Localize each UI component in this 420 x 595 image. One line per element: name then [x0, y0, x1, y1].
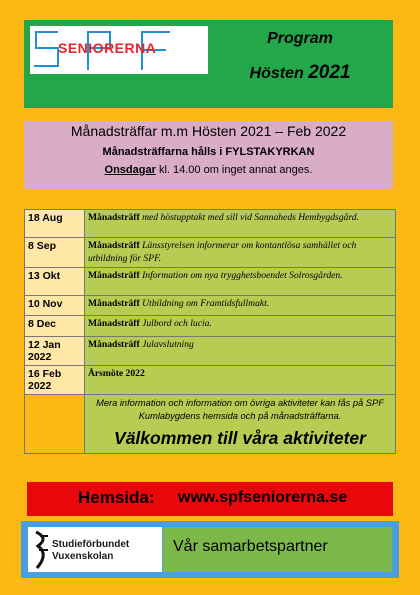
schedule-row — [25, 296, 396, 316]
logo-line-1: Studieförbundet — [52, 539, 130, 550]
schedule-date: 12 Jan 2022 — [25, 337, 85, 366]
website-label: Hemsida: — [78, 488, 155, 507]
schedule-row — [25, 210, 396, 238]
schedule-label: Månadsträff — [88, 318, 140, 330]
monthly-info-box — [24, 121, 393, 189]
info-day: Onsdagar — [104, 164, 156, 176]
footer-cell — [85, 395, 396, 454]
logo-line-2: Vuxenskolan — [52, 551, 114, 562]
schedule-text: Information om nya trygghetsboendet Solrosgården. — [139, 270, 343, 282]
schedule-description — [85, 238, 396, 268]
spf-seniorerna-logo — [30, 26, 208, 74]
info-time-text: kl. 14.00 om inget annat anges. — [155, 164, 313, 176]
schedule-row — [25, 316, 396, 337]
schedule-label: Månadsträff — [88, 298, 140, 310]
vuxenskolan-logo — [28, 527, 162, 572]
schedule-row — [25, 337, 396, 366]
schedule-row — [25, 238, 396, 268]
season-year: 2021 — [308, 62, 351, 83]
schedule-date: 16 Feb 2022 — [25, 366, 85, 395]
schedule-label: Månadsträff — [88, 212, 140, 223]
schedule-date: 8 Dec — [25, 316, 85, 337]
schedule-table — [24, 209, 396, 454]
info-time — [24, 164, 393, 176]
schedule-text: Julavslutning — [139, 339, 194, 351]
partner-label-box — [163, 527, 392, 572]
schedule-label: Månadsträff — [88, 240, 140, 251]
more-info-text: Mera information och information om övriga aktiviteter kan fås på SPF Kumlabygdens hemsida och på månadsträffarna. — [96, 398, 384, 422]
schedule-footer-row — [25, 395, 396, 454]
welcome-message: Välkommen till våra aktiviteter — [114, 428, 366, 449]
schedule-description — [85, 337, 396, 366]
schedule-row — [25, 268, 396, 296]
schedule-description — [85, 296, 396, 316]
schedule-label: Månadsträff — [88, 270, 140, 282]
schedule-date: 18 Aug — [25, 210, 85, 238]
vuxenskolan-emblem-icon — [34, 530, 52, 570]
program-title: Program — [267, 30, 333, 47]
schedule-row — [25, 366, 396, 395]
program-season — [220, 62, 380, 84]
schedule-description — [85, 316, 396, 337]
schedule-date: 10 Nov — [25, 296, 85, 316]
schedule-text: Länsstyrelsen informerar om kontantlösa samhället och utbildning för SPF. — [88, 240, 357, 264]
schedule-description — [85, 210, 396, 238]
partner-label: Vår samarbetspartner — [173, 538, 328, 555]
info-venue: Månadsträffarna hålls i FYLSTAKYRKAN — [102, 146, 315, 158]
footer-spacer — [25, 395, 85, 454]
season-label: Hösten — [249, 65, 304, 82]
schedule-description — [85, 268, 396, 296]
schedule-date: 8 Sep — [25, 238, 85, 268]
schedule-text: Julbord och lucia. — [139, 318, 212, 330]
info-title: Månadsträffar m.m Hösten 2021 – Feb 2022 — [70, 123, 347, 139]
website-bar — [27, 482, 393, 516]
schedule-label: Månadsträff — [88, 339, 140, 351]
schedule-text: med höstupptakt med sill vid Sannaheds Hembygdsgård. — [139, 212, 359, 223]
website-link[interactable]: www.spfseniorerna.se — [178, 489, 348, 506]
schedule-description — [85, 366, 396, 395]
schedule-date: 13 Okt — [25, 268, 85, 296]
schedule-text: Utbildning om Framtidsfullmakt. — [139, 298, 270, 310]
logo-wordmark: SENIORERNA — [58, 40, 157, 56]
schedule-label: Årsmöte 2022 — [88, 368, 145, 380]
